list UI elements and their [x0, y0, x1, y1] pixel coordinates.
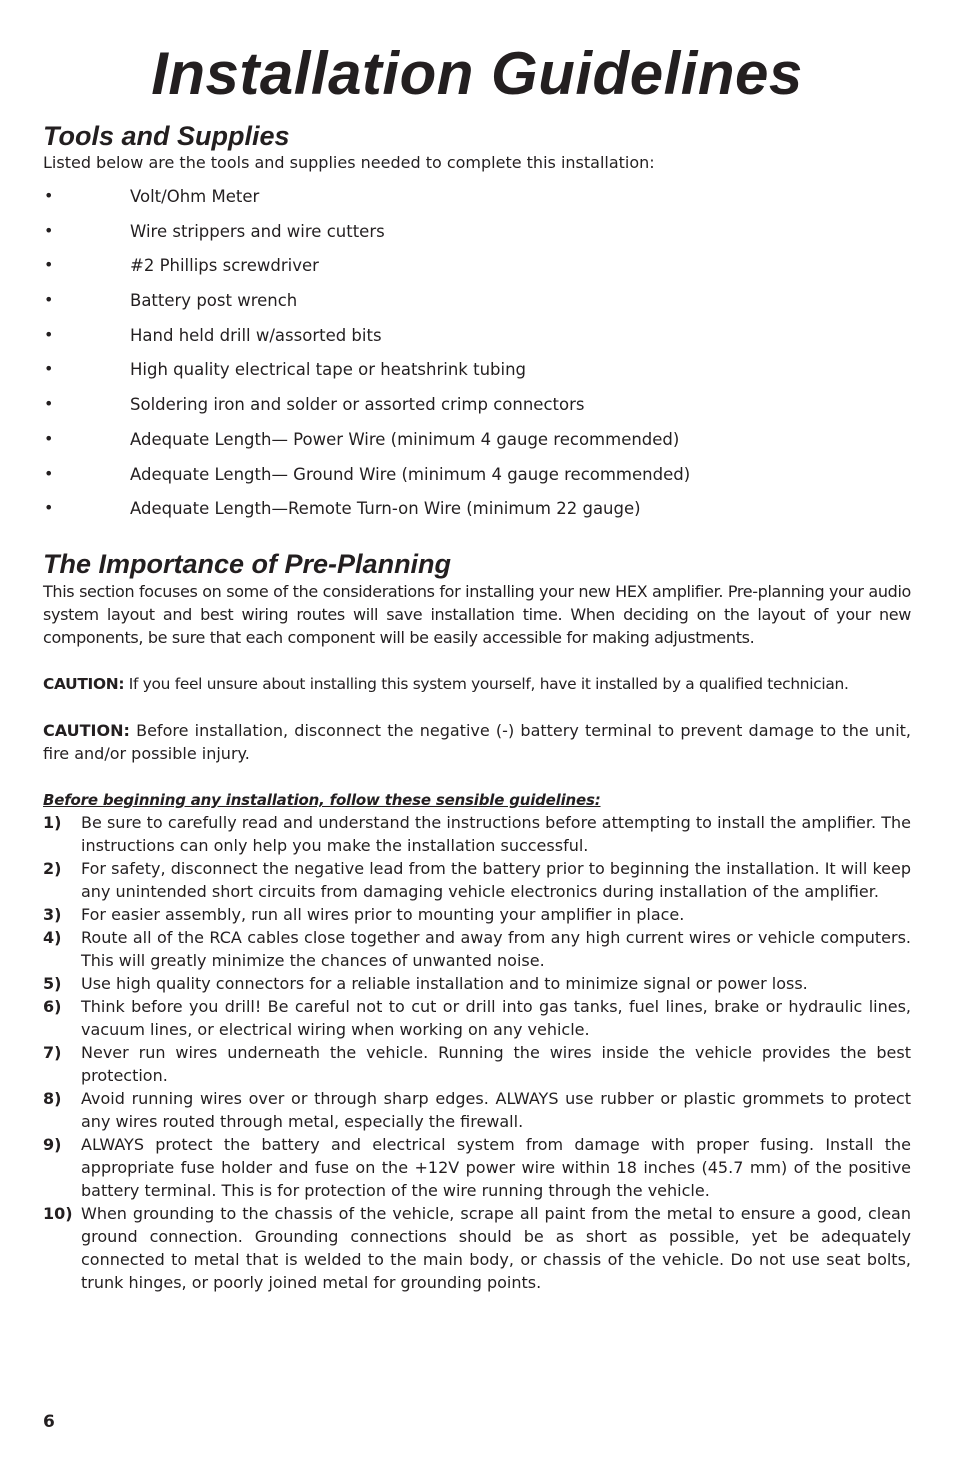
guideline-text: Never run wires underneath the vehicle. Running the wires inside the vehicle provides the best protection. — [81, 1043, 911, 1085]
tool-item-label: Soldering iron and solder or assorted crimp connectors — [130, 395, 585, 415]
guideline-item — [43, 995, 911, 1041]
tool-item-label: Hand held drill w/assorted bits — [130, 325, 382, 345]
tool-item-label: Volt/Ohm Meter — [130, 187, 260, 206]
guideline-number: 8) — [43, 1089, 62, 1108]
guideline-text: Route all of the RCA cables close together and away from any high current wires or vehicle computers. This will greatly minimize the chances of unwanted noise. — [81, 928, 911, 970]
tool-item-label: #2 Phillips screwdriver — [130, 256, 319, 276]
guideline-number: 5) — [43, 974, 62, 993]
guideline-text: Think before you drill! Be careful not to cut or drill into gas tanks, fuel lines, brake or hydraulic lines, vacuum lines, or electrical wiring when working on any vehicle. — [81, 997, 911, 1039]
guideline-number: 3) — [43, 905, 62, 924]
guideline-number: 9) — [43, 1135, 62, 1154]
bullet-icon: • — [44, 186, 54, 205]
guideline-item — [43, 857, 911, 903]
page-title: Installation Guidelines — [151, 40, 803, 107]
guideline-text: Avoid running wires over or through sharp edges. ALWAYS use rubber or plastic grommets to protect any wires routed through metal, especially the firewall. — [81, 1089, 911, 1131]
bullet-icon: • — [44, 255, 54, 275]
caution-note-2 — [43, 719, 911, 765]
guideline-text: For easier assembly, run all wires prior to mounting your amplifier in place. — [81, 905, 685, 924]
guideline-item — [43, 1133, 911, 1202]
tool-item-label: Battery post wrench — [130, 291, 298, 311]
guideline-number: 6) — [43, 997, 62, 1016]
guideline-item — [43, 903, 911, 926]
guideline-number: 2) — [43, 859, 62, 878]
bullet-icon: • — [44, 463, 54, 483]
guideline-item — [43, 926, 911, 972]
bullet-icon: • — [44, 428, 54, 448]
guideline-number: 10) — [43, 1204, 73, 1223]
tool-item-label: Adequate Length—Remote Turn-on Wire (minimum 22 gauge) — [130, 499, 641, 519]
guideline-number: 4) — [43, 928, 62, 947]
bullet-icon: • — [44, 498, 54, 518]
guideline-number: 7) — [43, 1043, 62, 1062]
bullet-icon: • — [44, 290, 54, 310]
tool-item-label: High quality electrical tape or heatshrink tubing — [130, 360, 527, 380]
tool-item-label: Adequate Length— Power Wire (minimum 4 gauge recommended) — [130, 429, 680, 449]
page-number: 6 — [43, 1412, 55, 1432]
guideline-text: When grounding to the chassis of the vehicle, scrape all paint from the metal to ensure a good, clean ground connection. Grounding connections should be as short as possible, yet be adequately connected to metal that is welded to the main body, or chassis of the vehicle. Do not use seat bolts, trunk hinges, or poorly joined metal for grounding points. — [81, 1204, 911, 1292]
caution-text: Before installation, disconnect the negative (-) battery terminal to prevent damage to the unit, fire and/or possible injury. — [43, 721, 911, 763]
guideline-item — [43, 1087, 911, 1133]
preplanning-intro: This section focuses on some of the considerations for installing your new HEX amplifier. Pre-planning your audio system layout and best wiring routes will save installation time. When deciding on the layout of your new components, be sure that each component will be easily accessible for making adjustments. — [43, 582, 911, 647]
guideline-text: For safety, disconnect the negative lead from the battery prior to beginning the installation. It will keep any unintended short circuits from damaging vehicle electronics during installation of the amplifier. — [81, 859, 911, 901]
guideline-item — [43, 1202, 911, 1294]
caution-label: CAUTION: — [43, 721, 130, 740]
caution-text: If you feel unsure about installing this system yourself, have it installed by a qualified technician. — [124, 675, 849, 693]
bullet-icon: • — [44, 324, 54, 344]
guideline-number: 1) — [43, 813, 62, 832]
caution-note-1 — [43, 673, 911, 696]
guideline-item — [43, 811, 911, 857]
guideline-text: Use high quality connectors for a reliable installation and to minimize signal or power loss. — [81, 974, 808, 993]
guidelines-list — [43, 811, 911, 1294]
guideline-item — [43, 972, 911, 995]
tools-heading: Tools and Supplies — [43, 121, 290, 151]
guideline-text: Be sure to carefully read and understand the instructions before attempting to install the amplifier. The instructions can only help you make the installation successful. — [81, 813, 911, 855]
bullet-icon: • — [44, 220, 54, 240]
tools-intro: Listed below are the tools and supplies needed to complete this installation: — [43, 153, 655, 172]
guidelines-heading: Before beginning any installation, follow these sensible guidelines: — [43, 791, 601, 809]
bullet-icon: • — [44, 359, 54, 379]
tool-item-label: Adequate Length— Ground Wire (minimum 4 gauge recommended) — [130, 464, 691, 484]
bullet-icon: • — [44, 394, 54, 414]
caution-label: CAUTION: — [43, 675, 125, 693]
guideline-item — [43, 1041, 911, 1087]
preplanning-heading: The Importance of Pre-Planning — [43, 549, 452, 579]
guideline-text: ALWAYS protect the battery and electrical system from damage with proper fusing. Install the appropriate fuse holder and fuse on the +12V power wire within 18 inches (45.7 mm) of the positive battery terminal. This is for protection of the wire running through the vehicle. — [81, 1135, 911, 1200]
tool-item-label: Wire strippers and wire cutters — [130, 221, 385, 241]
